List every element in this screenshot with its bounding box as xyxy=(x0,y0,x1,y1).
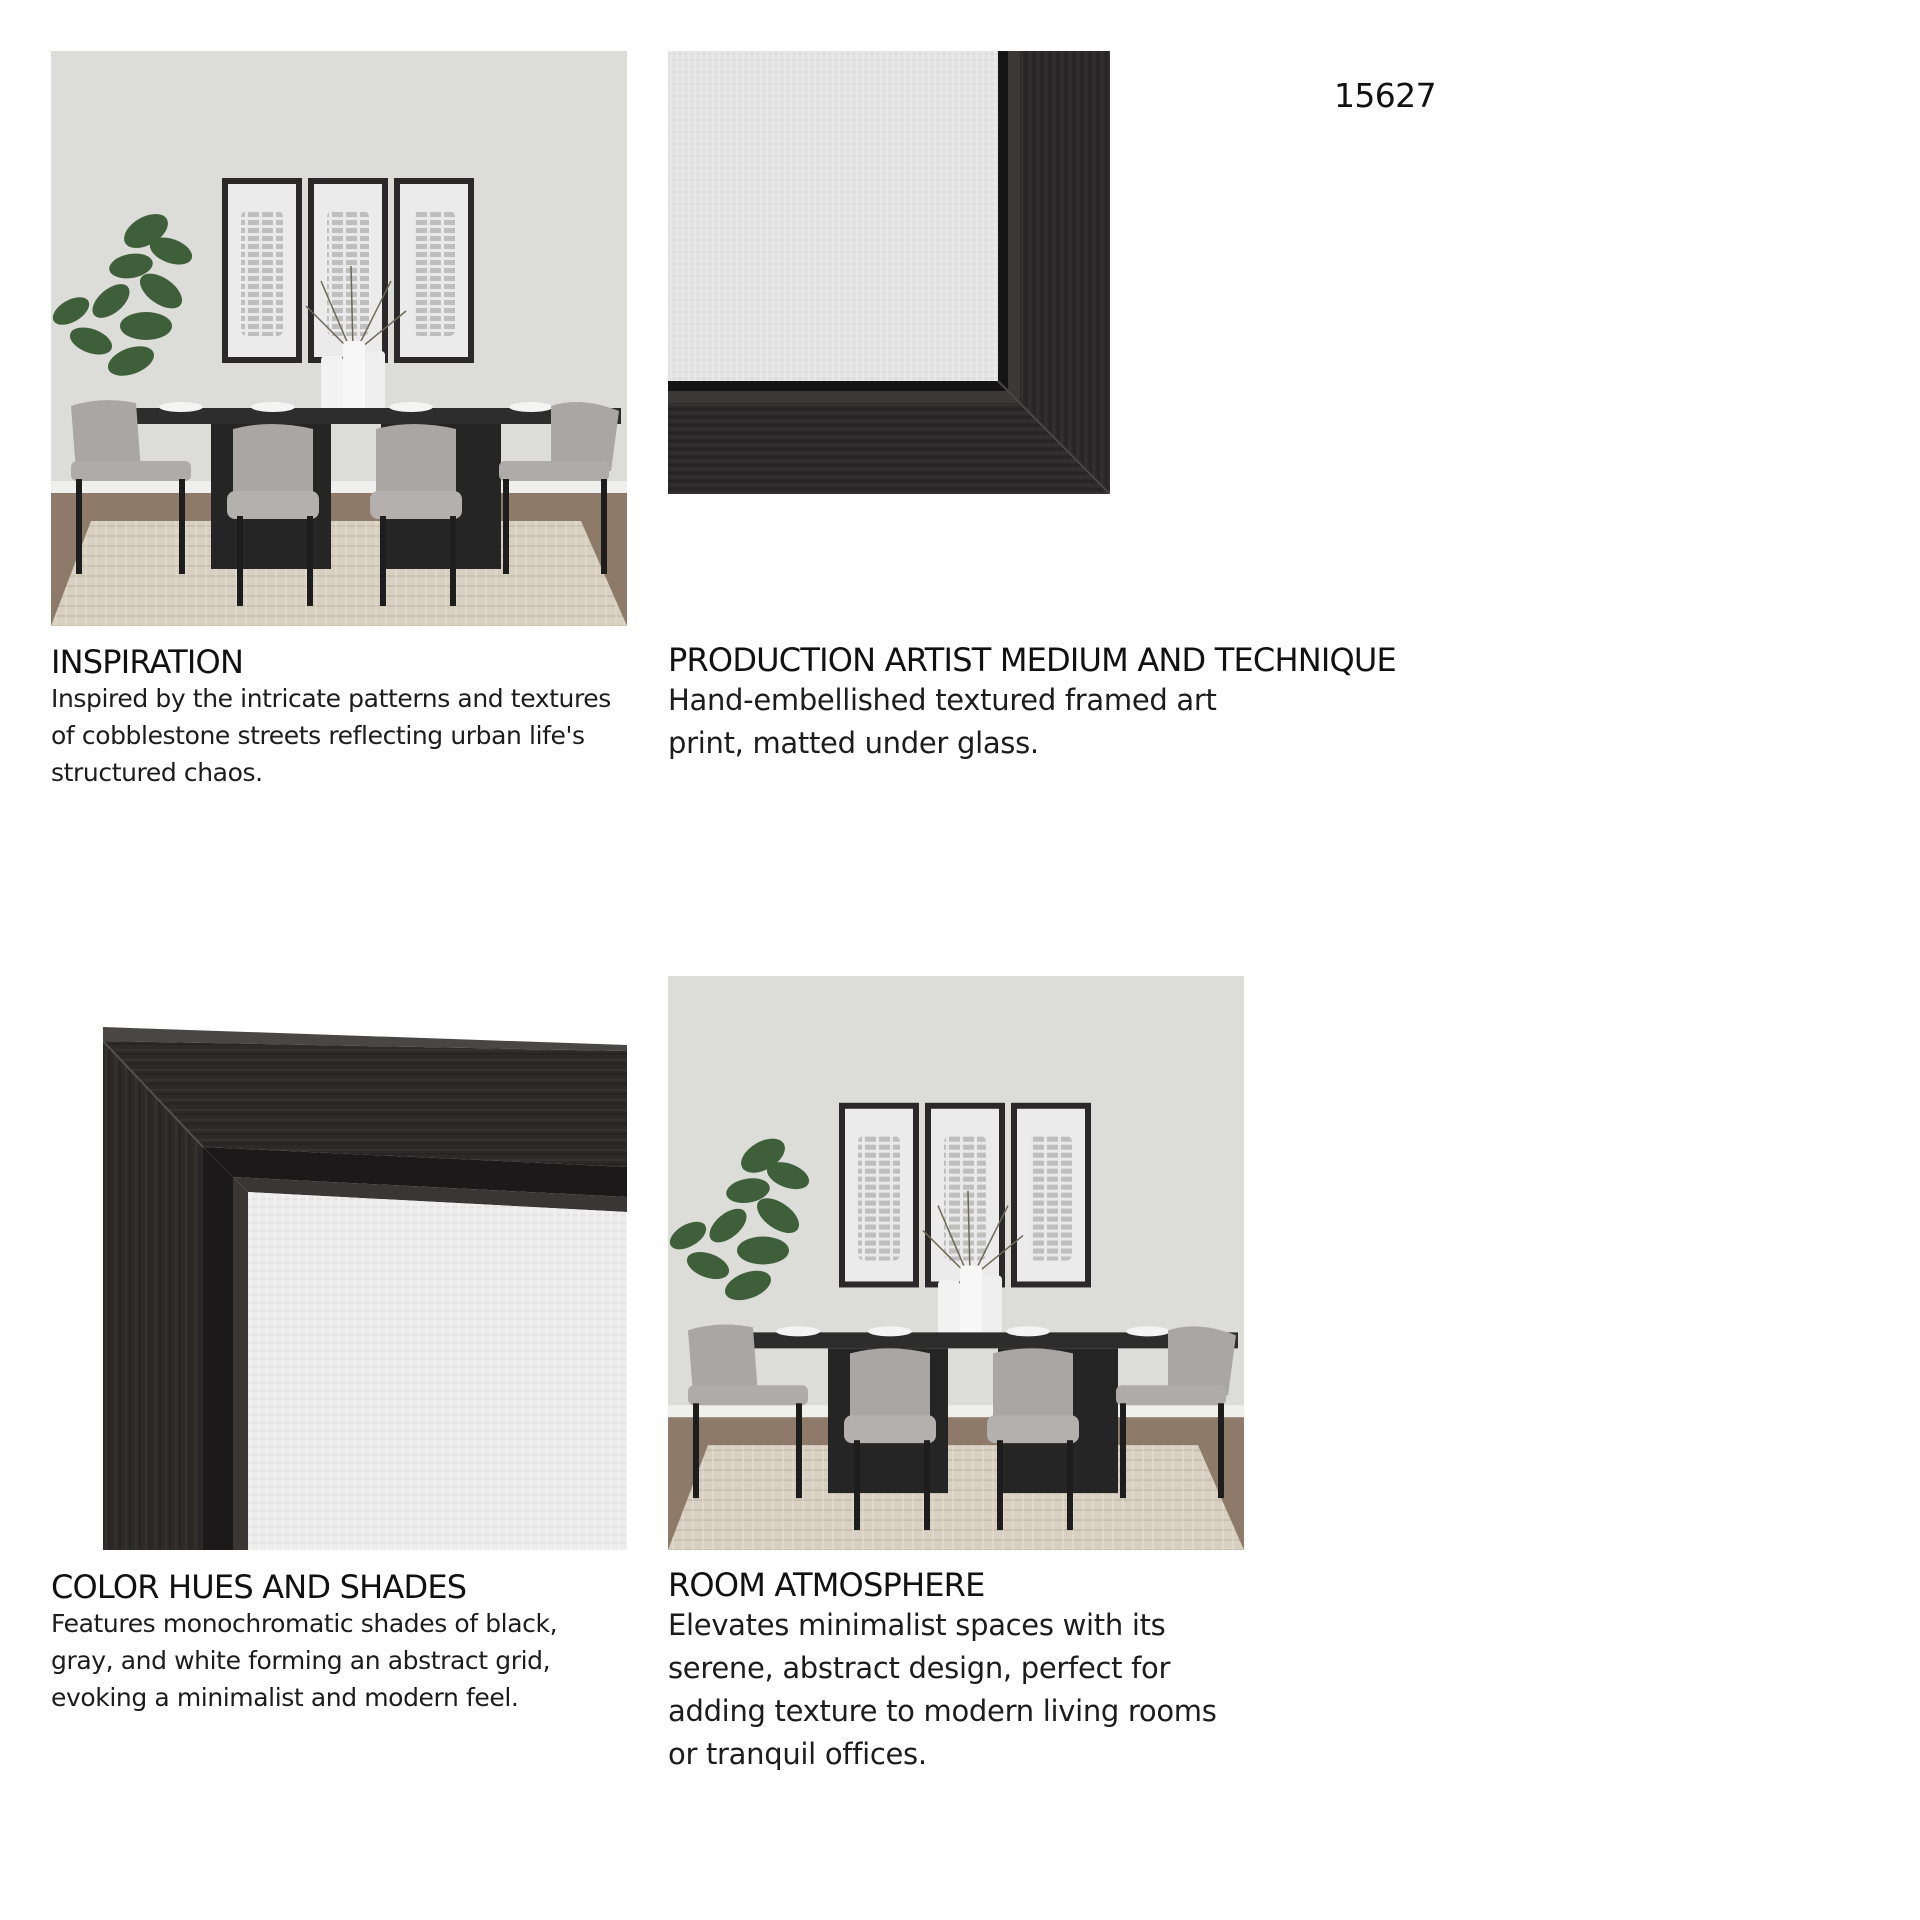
inspiration-heading: INSPIRATION xyxy=(51,643,244,681)
color-hues-line-3: evoking a minimalist and modern feel. xyxy=(51,1683,519,1712)
room-atmosphere-text xyxy=(668,1604,1288,1776)
product-sku: 15627 xyxy=(1334,76,1436,115)
color-hues-line-2: gray, and white forming an abstract grid, xyxy=(51,1646,551,1675)
inspiration-line-3: structured chaos. xyxy=(51,758,263,787)
color-hues-text xyxy=(51,1605,641,1716)
room-scene-illustration xyxy=(51,51,627,626)
production-line-2: print, matted under glass. xyxy=(668,726,1039,760)
color-hues-line-1: Features monochromatic shades of black, xyxy=(51,1609,558,1638)
room-scene-image-bottom xyxy=(668,976,1244,1550)
room-atmosphere-line-4: or tranquil offices. xyxy=(668,1737,927,1771)
room-atmosphere-line-1: Elevates minimalist spaces with its xyxy=(668,1608,1166,1642)
inspiration-line-1: Inspired by the intricate patterns and textures xyxy=(51,684,611,713)
production-text xyxy=(668,679,1268,765)
frame-corner-closeup-image xyxy=(103,1027,627,1550)
frame-corner-detail-image xyxy=(668,51,1110,494)
color-hues-heading: COLOR HUES AND SHADES xyxy=(51,1568,467,1606)
production-heading: PRODUCTION ARTIST MEDIUM AND TECHNIQUE xyxy=(668,641,1396,679)
frame-corner-illustration xyxy=(668,51,1110,494)
inspiration-text xyxy=(51,680,641,791)
frame-corner-closeup-illustration xyxy=(103,1027,627,1550)
room-scene-image-top xyxy=(51,51,627,626)
inspiration-line-2: of cobblestone streets reflecting urban life's xyxy=(51,721,585,750)
room-atmosphere-heading: ROOM ATMOSPHERE xyxy=(668,1566,985,1604)
room-scene-illustration-2 xyxy=(668,976,1244,1550)
room-atmosphere-line-2: serene, abstract design, perfect for xyxy=(668,1651,1171,1685)
production-line-1: Hand-embellished textured framed art xyxy=(668,683,1217,717)
room-atmosphere-line-3: adding texture to modern living rooms xyxy=(668,1694,1217,1728)
